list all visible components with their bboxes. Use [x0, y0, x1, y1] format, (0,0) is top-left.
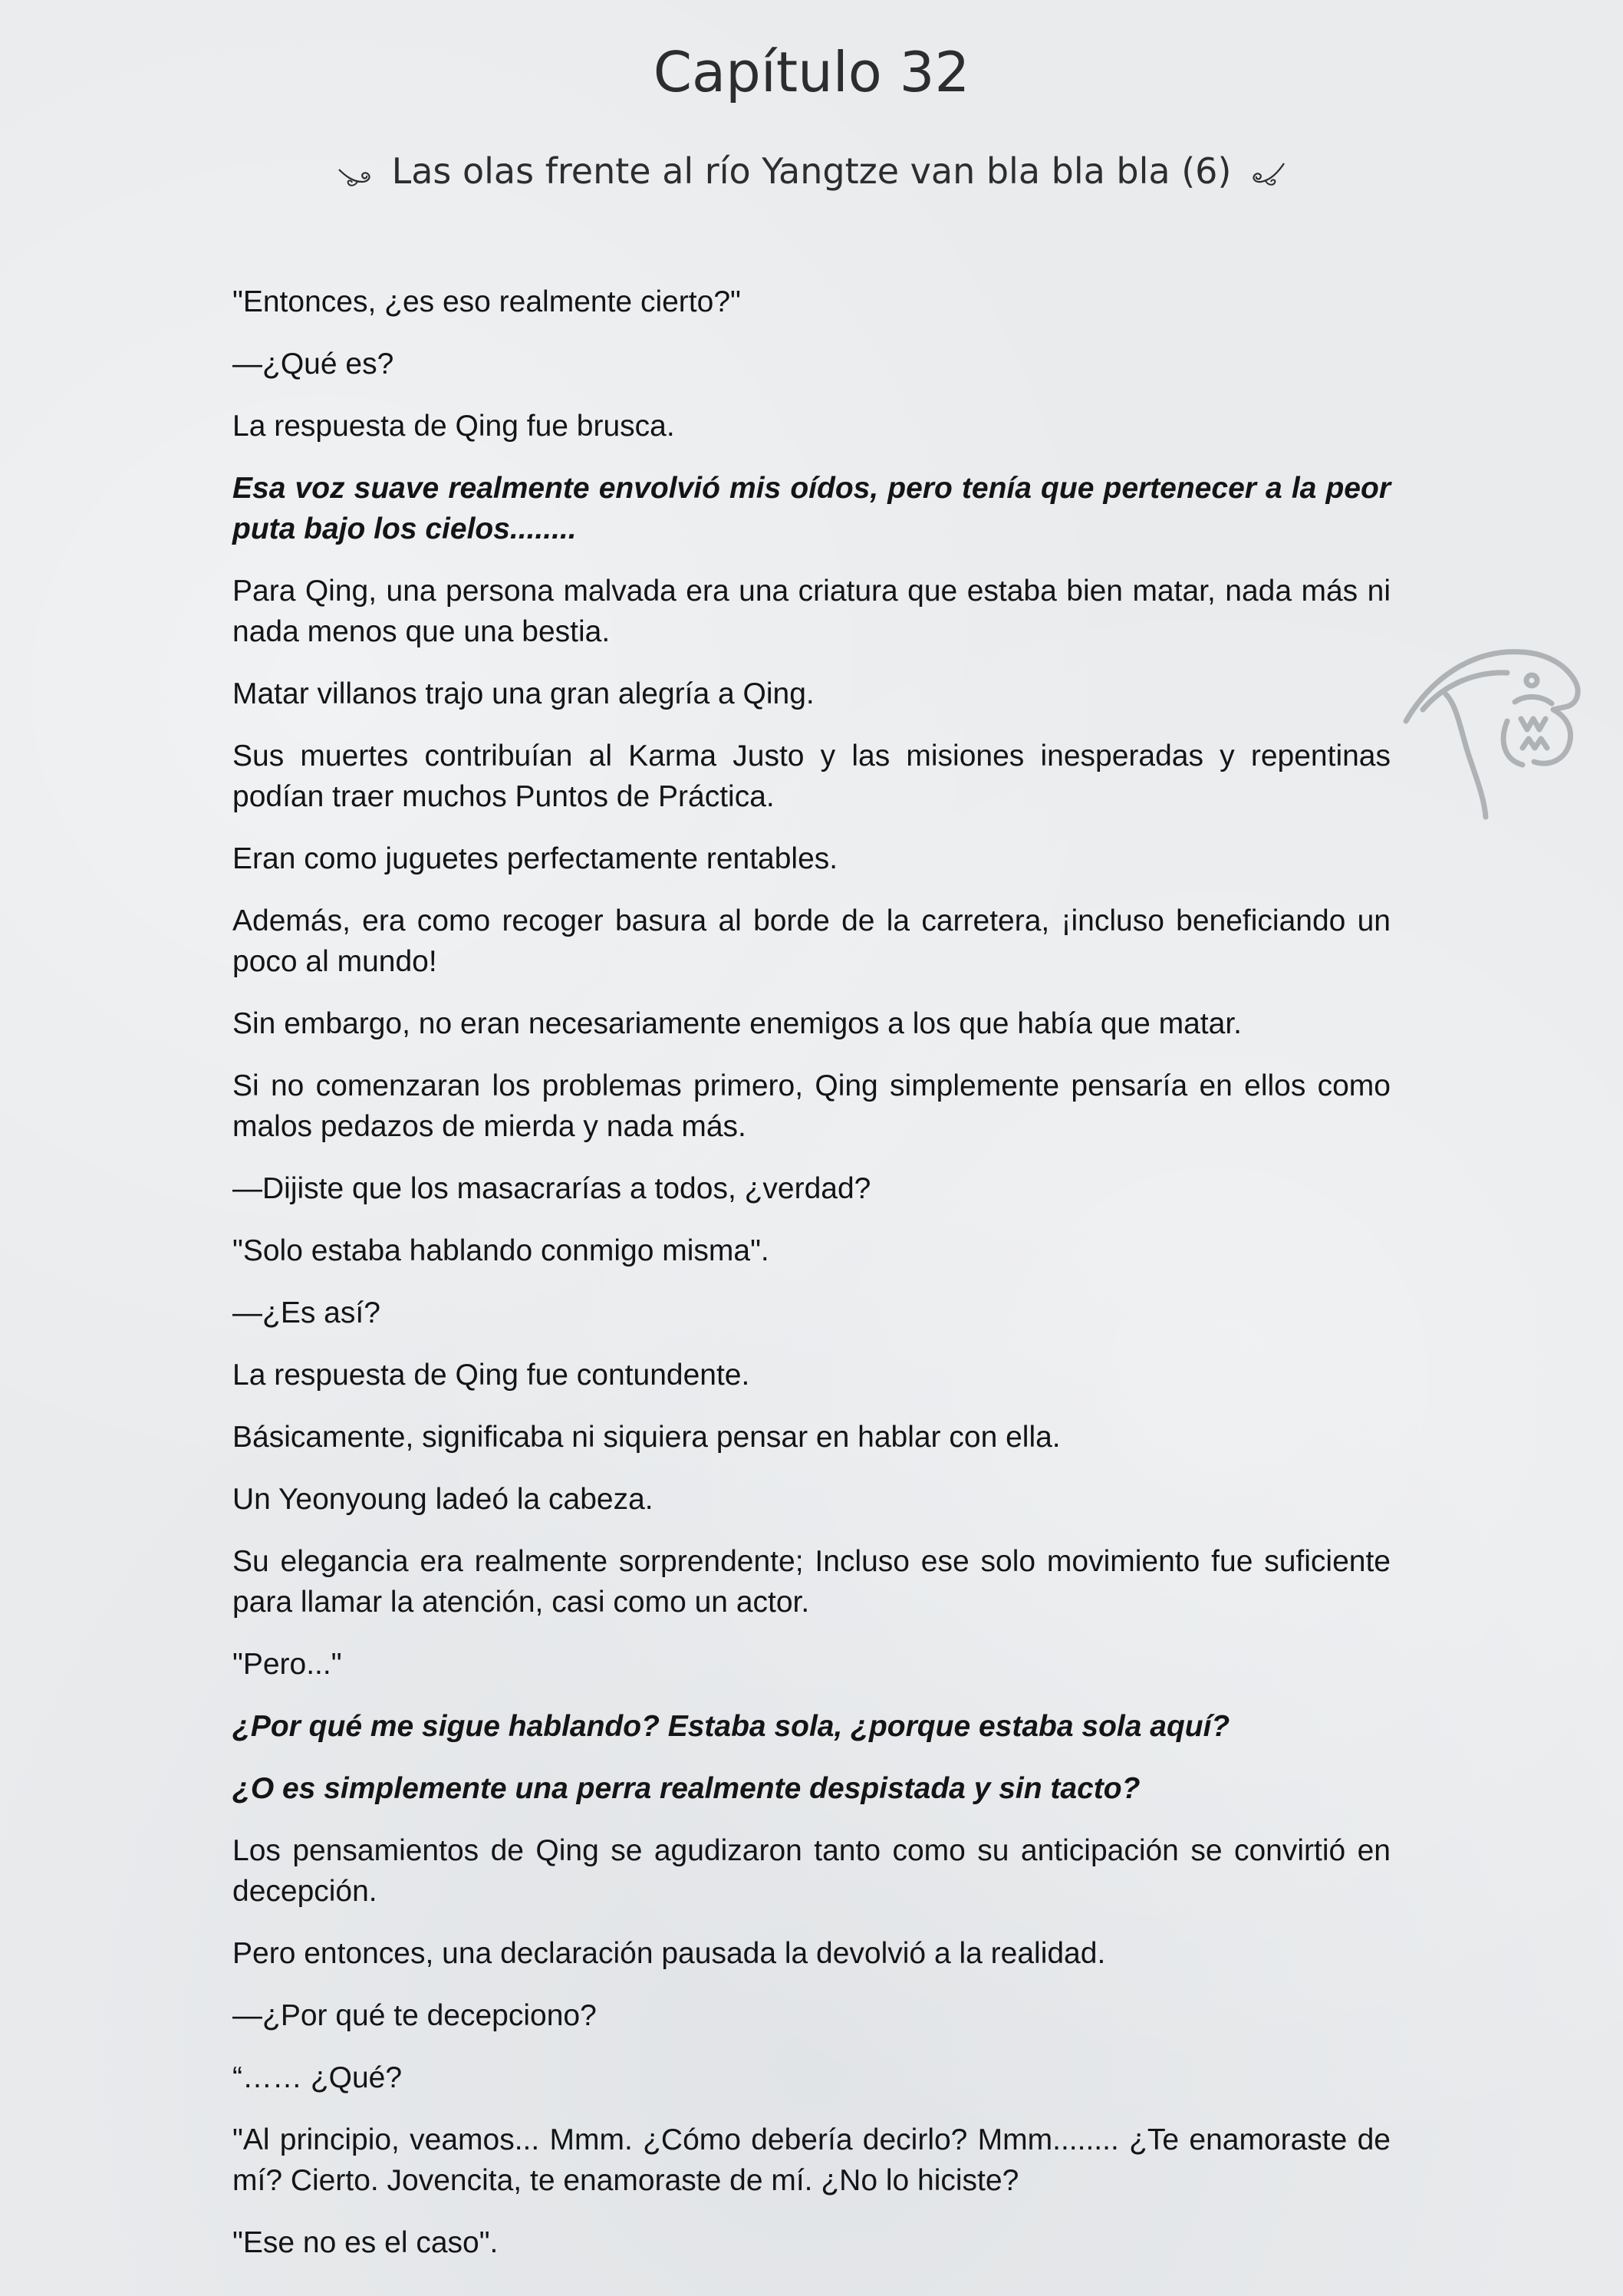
paragraph: "Pero..." [232, 1648, 342, 1681]
paragraph: Su elegancia era realmente sorprendente; Incluso ese solo movimiento fue suficiente para llamar la atención, casi como un actor. [232, 1545, 1391, 1619]
chapter-subtitle: Las olas frente al río Yangtze van bla bla bla (6) [391, 150, 1232, 192]
paragraph: "Solo estaba hablando conmigo misma". [232, 1234, 769, 1267]
chapter-body [232, 282, 1391, 2284]
paragraph: Sin embargo, no eran necesariamente enemigos a los que había que matar. [232, 1007, 1243, 1040]
paragraph: —¿Qué es? [232, 348, 394, 380]
page-title: Capítulo 32 [653, 40, 970, 104]
paragraph: La respuesta de Qing fue brusca. [232, 410, 675, 443]
paragraph: "Al principio, veamos... Mmm. ¿Cómo debería decirlo? Mmm........ ¿Te enamoraste de mí? Cierto. Jovencita, te enamoraste de mí. ¿No lo hiciste? [232, 2123, 1391, 2197]
paragraph: Para Qing, una persona malvada era una criatura que estaba bien matar, nada más ni nada menos que una bestia. [232, 575, 1391, 648]
paragraph: Si no comenzaran los problemas primero, Qing simplemente pensaría en ellos como malos pedazos de mierda y nada más. [232, 1069, 1391, 1143]
flourish-right-icon [1250, 159, 1286, 189]
paragraph: Pero entonces, una declaración pausada la devolvió a la realidad. [232, 1937, 1106, 1970]
paragraph: ¿O es simplemente una perra realmente despistada y sin tacto? [232, 1772, 1141, 1805]
paragraph: —Dijiste que los masacrarías a todos, ¿verdad? [232, 1172, 871, 1205]
paragraph: "Ese no es el caso". [232, 2226, 499, 2259]
dinosaur-head-icon [1400, 633, 1584, 825]
flourish-left-icon [337, 159, 373, 189]
paragraph: ¿Por qué me sigue hablando? Estaba sola, ¿porque estaba sola aquí? [232, 1710, 1230, 1743]
paragraph: Básicamente, significaba ni siquiera pensar en hablar con ella. [232, 1421, 1061, 1454]
paragraph: Esa voz suave realmente envolvió mis oídos, pero tenía que pertenecer a la peor puta bajo los cielos........ [232, 472, 1391, 545]
paragraph: Sus muertes contribuían al Karma Justo y las misiones inesperadas y repentinas podían traer muchos Puntos de Práctica. [232, 740, 1391, 813]
paragraph: Además, era como recoger basura al borde de la carretera, ¡incluso beneficiando un poco al mundo! [232, 904, 1391, 978]
paragraph: Eran como juguetes perfectamente rentables. [232, 842, 838, 875]
paragraph: Los pensamientos de Qing se agudizaron tanto como su anticipación se convirtió en decepción. [232, 1834, 1391, 1908]
paragraph: “…… ¿Qué? [232, 2061, 403, 2094]
paragraph: La respuesta de Qing fue contundente. [232, 1359, 750, 1392]
paragraph: "Entonces, ¿es eso realmente cierto?" [232, 285, 741, 318]
paragraph: Matar villanos trajo una gran alegría a Qing. [232, 677, 815, 710]
paragraph: Un Yeonyoung ladeó la cabeza. [232, 1483, 653, 1516]
paragraph: —¿Por qué te decepciono? [232, 1999, 597, 2032]
paragraph: —¿Es así? [232, 1296, 380, 1329]
chapter-subtitle-row [0, 150, 1623, 192]
